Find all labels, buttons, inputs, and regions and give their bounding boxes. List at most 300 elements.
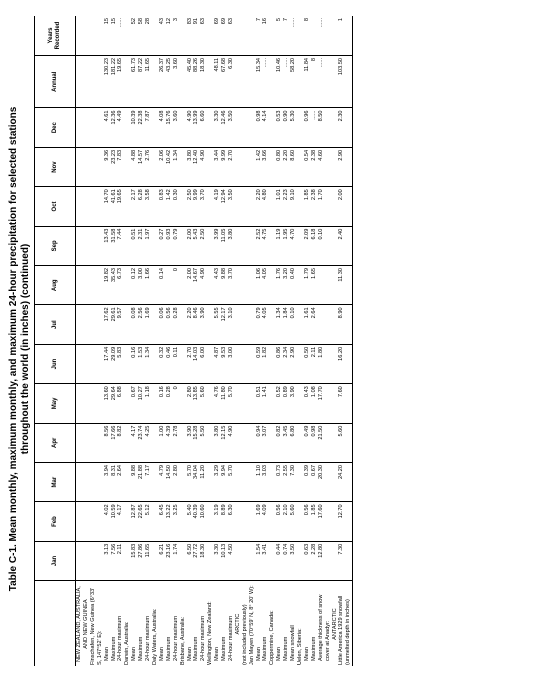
table-cell: 2.55 — [283, 462, 290, 501]
row-label: Mean snowfall — [290, 625, 297, 661]
table-cell — [242, 187, 249, 226]
table-cell — [235, 502, 242, 541]
table-cell: 20.30 — [318, 462, 332, 501]
table-cell — [297, 55, 304, 108]
table-cell: 1 — [338, 16, 353, 55]
row-label: Mean — [158, 647, 165, 661]
table-cell: 4.70 — [290, 226, 297, 265]
table-cell — [180, 226, 187, 265]
table-cell — [235, 55, 242, 108]
table-cell: 130.23 — [104, 55, 111, 108]
table-cell: 52 — [131, 16, 138, 55]
table-cell — [235, 108, 242, 147]
table-cell: 5.70 — [187, 462, 194, 501]
table-row — [166, 16, 173, 666]
table-cell — [332, 305, 339, 344]
table-cell — [90, 541, 104, 580]
column-header: Jan — [35, 541, 76, 580]
table-cell — [207, 147, 214, 186]
table-cell — [297, 423, 304, 462]
table-cell: 3.50 — [228, 187, 235, 226]
table-cell: 12.36 — [111, 108, 118, 147]
table-cell: 15.28 — [193, 423, 200, 462]
table-cell — [269, 462, 276, 501]
table-cell: 3 — [173, 16, 180, 55]
table-cell: ...... — [311, 108, 318, 147]
table-cell: 11.20 — [200, 462, 207, 501]
table-cell — [269, 55, 276, 108]
row-label: Finschafen, New Guinea (6°33' S, 147°52' E): — [89, 587, 103, 665]
table-cell: 7.87 — [145, 108, 152, 147]
table-row — [318, 16, 332, 666]
table-cell: 1.82 — [262, 344, 269, 383]
table-cell: 31.58 — [111, 226, 118, 265]
table-cell: 0.83 — [159, 187, 166, 226]
table-cell — [207, 187, 214, 226]
table-cell: 1.53 — [138, 344, 145, 383]
table-cell: 17.60 — [318, 502, 332, 541]
table-cell: 2.20 — [283, 147, 290, 186]
table-cell — [235, 423, 242, 462]
table-cell — [76, 16, 90, 55]
table-cell — [90, 384, 104, 423]
table-cell: 3.80 — [187, 147, 194, 186]
table-cell: 3.30 — [214, 541, 221, 580]
table-cell: 0.12 — [131, 266, 138, 305]
table-cell — [90, 305, 104, 344]
table-cell: 4.17 — [131, 423, 138, 462]
table-cell: 0.63 — [304, 541, 311, 580]
table-cell: 67.68 — [221, 55, 228, 108]
table-cell — [235, 541, 242, 580]
table-row — [138, 16, 145, 666]
table-row — [145, 16, 152, 666]
table-cell: 4.90 — [200, 266, 207, 305]
table-cell — [269, 16, 276, 55]
table-row — [256, 16, 263, 666]
table-cell: 2.90 — [338, 147, 353, 186]
table-cell: 43 — [159, 16, 166, 55]
table-cell: 0.56 — [304, 502, 311, 541]
table-cell — [152, 226, 159, 265]
table-cell — [249, 305, 256, 344]
table-cell — [90, 502, 104, 541]
table-cell: 16.20 — [338, 344, 353, 383]
table-cell: 2.70 — [187, 344, 194, 383]
table-cell — [235, 462, 242, 501]
table-cell: 2.00 — [187, 266, 194, 305]
table-cell: 2.90 — [290, 344, 297, 383]
table-row — [173, 16, 180, 666]
table-cell — [269, 226, 276, 265]
table-cell — [180, 541, 187, 580]
row-label: ANTARCTIC — [331, 608, 338, 640]
table-cell: 1.70 — [318, 187, 332, 226]
table-cell: 3.19 — [214, 502, 221, 541]
table-cell: 16 — [262, 16, 269, 55]
table-cell: 0.28 — [166, 384, 173, 423]
table-cell: 3.80 — [214, 423, 221, 462]
table-cell: 5.12 — [145, 502, 152, 541]
table-cell: 4.90 — [200, 147, 207, 186]
table-cell: 2.09 — [304, 226, 311, 265]
table-cell: 1.01 — [276, 187, 283, 226]
table-cell: 12.70 — [338, 502, 353, 541]
table-cell — [124, 305, 131, 344]
table-cell — [249, 108, 256, 147]
table-cell: 29.64 — [111, 384, 118, 423]
table-row — [304, 16, 311, 666]
table-row — [221, 16, 228, 666]
table-cell: 0.56 — [166, 305, 173, 344]
table-cell — [242, 266, 249, 305]
table-cell — [152, 266, 159, 305]
table-cell: 0.50 — [304, 344, 311, 383]
row-label: Maximum — [221, 636, 228, 661]
table-cell: 1.06 — [256, 266, 263, 305]
table-cell: 0.16 — [131, 344, 138, 383]
table-cell: 1.10 — [256, 462, 263, 501]
row-label: Mean — [303, 647, 310, 661]
table-cell: 0.82 — [276, 423, 283, 462]
table-cell: 7.30 — [338, 541, 353, 580]
table-cell: 0.16 — [159, 384, 166, 423]
table-cell — [207, 423, 214, 462]
table-cell: 0 — [173, 266, 180, 305]
table-cell: 6.45 — [159, 502, 166, 541]
table-header-row — [35, 16, 76, 666]
table-cell — [207, 462, 214, 501]
table-cell: 4.61 — [104, 108, 111, 147]
table-cell: 0.30 — [173, 187, 180, 226]
table-cell: 7 — [283, 16, 290, 55]
table-cell: 3.50 — [290, 541, 297, 580]
table-row — [262, 16, 269, 666]
table-cell — [332, 541, 339, 580]
table-cell: 0.73 — [276, 462, 283, 501]
table-cell — [207, 266, 214, 305]
table-cell — [90, 226, 104, 265]
table-row — [90, 16, 104, 666]
table-cell: 1.19 — [276, 226, 283, 265]
table-cell: 3.25 — [173, 502, 180, 541]
table-row — [269, 16, 276, 666]
table-cell: 2.23 — [283, 187, 290, 226]
table-cell — [249, 423, 256, 462]
table-cell: 3.13 — [104, 541, 111, 580]
table-cell: 14.57 — [138, 147, 145, 186]
table-cell — [207, 502, 214, 541]
table-cell — [242, 305, 249, 344]
table-cell: 45.40 — [187, 55, 194, 108]
table-cell — [76, 541, 90, 580]
table-cell: 0.49 — [304, 423, 311, 462]
table-cell — [269, 147, 276, 186]
table-cell: 14.67 — [193, 266, 200, 305]
table-cell — [152, 187, 159, 226]
table-cell: 2.00 — [187, 226, 194, 265]
table-cell: 0.27 — [159, 226, 166, 265]
table-cell: 6.18 — [311, 226, 318, 265]
table-cell — [249, 462, 256, 501]
table-cell: 0.74 — [283, 541, 290, 580]
table-cell: 8.89 — [221, 502, 228, 541]
table-cell: 3.66 — [262, 147, 269, 186]
table-cell — [180, 266, 187, 305]
table-cell: 15 — [111, 16, 118, 55]
row-label: Mean — [131, 647, 138, 661]
table-cell — [242, 502, 249, 541]
column-header: Jun — [35, 344, 76, 383]
table-cell — [297, 384, 304, 423]
table-cell — [180, 108, 187, 147]
table-cell: 15.34 — [256, 55, 263, 108]
table-cell: 3.90 — [187, 423, 194, 462]
table-cell — [180, 344, 187, 383]
table-cell: 4.05 — [262, 266, 269, 305]
table-cell: 17.62 — [104, 305, 111, 344]
row-label: Maximum — [262, 636, 269, 661]
table-cell: 7.83 — [117, 147, 124, 186]
row-label: Darwin, Australia: — [124, 621, 131, 665]
table-cell — [76, 423, 90, 462]
table-cell — [269, 344, 276, 383]
row-label: Mean — [214, 647, 221, 661]
table-cell: 27.86 — [138, 541, 145, 580]
row-label: Mean — [186, 647, 193, 661]
table-cell — [166, 266, 173, 305]
table-cell: 11.65 — [145, 541, 152, 580]
table-cell — [152, 16, 159, 55]
table-cell: 10.27 — [138, 384, 145, 423]
table-cell: 1.18 — [145, 384, 152, 423]
table-cell — [76, 462, 90, 501]
table-cell: 2.20 — [187, 305, 194, 344]
table-cell: 3.44 — [214, 147, 221, 186]
table-cell: 10.60 — [200, 502, 207, 541]
table-cell: 1.95 — [283, 226, 290, 265]
table-cell: 23.16 — [166, 541, 173, 580]
table-cell: 12.15 — [221, 423, 228, 462]
table-cell — [124, 423, 131, 462]
row-label: Mean — [276, 647, 283, 661]
table-row — [124, 16, 131, 666]
table-cell: 13.22 — [166, 502, 173, 541]
table-cell: 1.34 — [145, 344, 152, 383]
row-label: Little America 1929 snowfall (unmelted depth in inches) — [338, 581, 353, 666]
table-cell — [332, 423, 339, 462]
table-cell: 6.30 — [228, 55, 235, 108]
table-cell: 0.90 — [283, 108, 290, 147]
table-cell: 29.61 — [111, 305, 118, 344]
table-cell: 7.44 — [117, 226, 124, 265]
table-cell — [297, 187, 304, 226]
table-cell: 2.10 — [283, 502, 290, 541]
table-cell: 2.52 — [256, 226, 263, 265]
table-cell: 5 — [276, 16, 283, 55]
column-header: Dec — [35, 108, 76, 147]
table-cell — [332, 147, 339, 186]
table-cell: 19.82 — [104, 266, 111, 305]
table-cell: 4.90 — [228, 423, 235, 462]
table-cell: 2.38 — [311, 147, 318, 186]
table-cell: 28 — [145, 16, 152, 55]
table-cell: 3.58 — [145, 187, 152, 226]
table-cell — [269, 423, 276, 462]
table-cell: 8.56 — [104, 423, 111, 462]
table-cell — [76, 55, 90, 108]
table-row — [152, 16, 159, 666]
table-cell: 1.69 — [145, 305, 152, 344]
table-cell: 2.76 — [145, 147, 152, 186]
table-cell: 2.31 — [138, 226, 145, 265]
table-cell: 22.38 — [138, 108, 145, 147]
table-cell: 11.30 — [338, 266, 353, 305]
table-cell: 13.85 — [193, 384, 200, 423]
table-cell: 8.46 — [193, 305, 200, 344]
table-cell: 2.50 — [187, 187, 194, 226]
table-cell — [297, 108, 304, 147]
table-cell — [152, 305, 159, 344]
table-row — [207, 16, 214, 666]
table-cell: 34.04 — [193, 462, 200, 501]
table-cell: 2.17 — [131, 187, 138, 226]
table-cell: 9.99 — [193, 187, 200, 226]
row-label: Brisbane, Australia: — [179, 616, 186, 665]
table-row — [297, 16, 304, 666]
table-cell — [297, 344, 304, 383]
table-cell: 12.80 — [318, 541, 332, 580]
table-row — [276, 16, 283, 666]
table-cell — [242, 16, 249, 55]
table-cell: 1.34 — [173, 147, 180, 186]
table-cell — [124, 55, 131, 108]
table-cell — [249, 226, 256, 265]
table-cell: 0.10 — [318, 226, 332, 265]
table-cell: 61.73 — [131, 55, 138, 108]
table-cell: 0.39 — [304, 462, 311, 501]
table-cell — [180, 147, 187, 186]
table-cell: 24.20 — [338, 462, 353, 501]
table-cell: 13.60 — [104, 384, 111, 423]
table-cell: 1.76 — [276, 266, 283, 305]
table-cell: 10.39 — [131, 108, 138, 147]
table-cell: 17.66 — [111, 423, 118, 462]
table-cell — [297, 541, 304, 580]
table-cell — [90, 344, 104, 383]
table-cell: 8.60 — [290, 147, 297, 186]
table-cell: 0.10 — [290, 305, 297, 344]
table-cell: 21.50 — [318, 423, 332, 462]
table-cell: 0.52 — [276, 384, 283, 423]
table-cell: 63 — [200, 16, 207, 55]
table-cell: 3.29 — [214, 462, 221, 501]
row-label: NEW ZEALAND, AUSTRALIA, AND NEW GUINEA — [76, 586, 89, 662]
table-cell: 3.45 — [283, 423, 290, 462]
table-row — [159, 16, 166, 666]
table-cell: 6.88 — [117, 384, 124, 423]
table-cell: 3.07 — [262, 423, 269, 462]
row-label: 24-hour maximum — [145, 615, 152, 661]
table-cell — [249, 55, 256, 108]
row-label: Maximum — [138, 636, 145, 661]
table-cell: 83 — [187, 16, 194, 55]
column-header-station — [35, 581, 76, 666]
column-header: May — [35, 384, 76, 423]
table-cell: 1.00 — [159, 423, 166, 462]
table-cell: 3.70 — [228, 266, 235, 305]
table-cell: 2.28 — [311, 541, 318, 580]
table-cell — [249, 266, 256, 305]
table-cell: 0.79 — [173, 226, 180, 265]
table-cell — [242, 55, 249, 108]
table-cell: 8 — [304, 16, 311, 55]
table-cell — [124, 541, 131, 580]
table-cell: 8.50 — [318, 108, 332, 147]
table-cell — [207, 541, 214, 580]
table-cell — [180, 423, 187, 462]
table-cell: 5.70 — [228, 384, 235, 423]
table-cell — [76, 187, 90, 226]
table-cell: 0.51 — [131, 226, 138, 265]
table-cell: 41.61 — [111, 187, 118, 226]
table-cell: 2.06 — [159, 147, 166, 186]
table-cell: 5.60 — [200, 384, 207, 423]
table-cell: 2.78 — [173, 423, 180, 462]
row-label: Maximum — [283, 636, 290, 661]
table-cell: 0.79 — [256, 305, 263, 344]
table-body — [76, 16, 353, 666]
row-label: Coppermine, Canada: — [269, 610, 276, 665]
table-cell — [124, 502, 131, 541]
table-cell: 0.11 — [173, 344, 180, 383]
table-cell: 1.79 — [304, 266, 311, 305]
table-row — [283, 16, 290, 666]
table-cell: 6.30 — [228, 502, 235, 541]
table-cell: 8 — [311, 55, 318, 108]
table-cell — [318, 305, 332, 344]
table-title: Table C-1. Mean monthly, maximum monthly, and maximum 24-hour precipitation for selected stations — [8, 106, 19, 592]
table-cell: 2.11 — [311, 344, 318, 383]
table-cell: 7.56 — [111, 541, 118, 580]
table-row — [180, 16, 187, 666]
table-cell: 8.31 — [111, 462, 118, 501]
table-cell — [180, 305, 187, 344]
table-cell: 5.30 — [290, 108, 297, 147]
table-cell: 8.90 — [338, 305, 353, 344]
table-cell — [249, 541, 256, 580]
table-cell — [332, 462, 339, 501]
table-cell — [180, 16, 187, 55]
table-cell: 3.03 — [262, 462, 269, 501]
table-cell: 2.11 — [117, 541, 124, 580]
table-cell: 6.00 — [200, 344, 207, 383]
table-cell — [242, 541, 249, 580]
table-cell: 3.94 — [104, 462, 111, 501]
table-cell — [269, 266, 276, 305]
table-cell — [297, 147, 304, 186]
table-cell: 0.14 — [159, 266, 166, 305]
table-cell: 9.88 — [221, 266, 228, 305]
table-cell: 4.25 — [145, 423, 152, 462]
table-cell: 14.70 — [104, 187, 111, 226]
table-cell — [249, 147, 256, 186]
table-cell — [332, 187, 339, 226]
table-cell — [242, 384, 249, 423]
table-cell — [207, 344, 214, 383]
table-cell — [76, 344, 90, 383]
table-cell: 10.42 — [166, 147, 173, 186]
